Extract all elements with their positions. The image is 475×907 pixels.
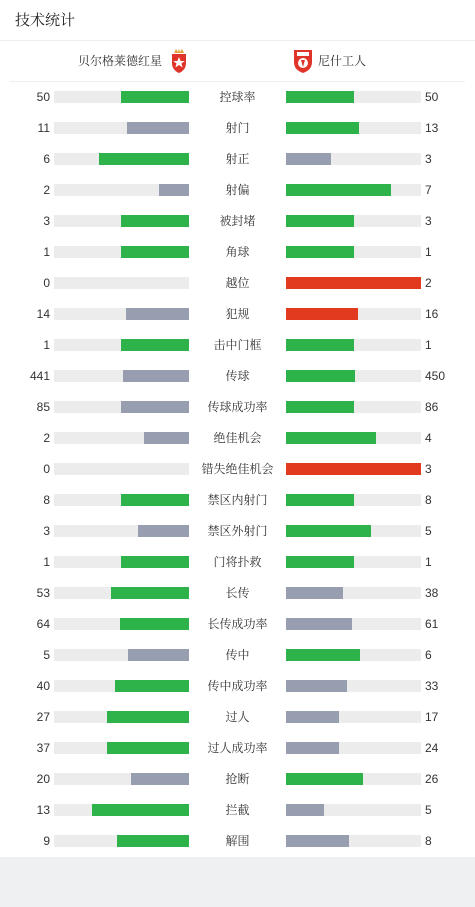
home-value: 1 (43, 555, 50, 569)
home-value: 85 (36, 400, 50, 414)
away-bar-track (286, 463, 421, 475)
home-value: 6 (43, 152, 50, 166)
stat-row (0, 485, 475, 516)
home-team-header (78, 47, 190, 75)
home-bar-track (54, 835, 189, 847)
home-bar-track (54, 618, 189, 630)
home-bar-fill (138, 525, 189, 537)
home-value: 9 (43, 834, 50, 848)
stat-label: 传球 (225, 369, 250, 383)
away-value: 16 (425, 307, 439, 321)
home-value: 13 (36, 803, 50, 817)
away-value: 33 (425, 679, 439, 693)
away-bar-fill (286, 215, 354, 227)
home-value: 441 (29, 369, 50, 383)
away-bar-fill (286, 153, 331, 165)
stat-label: 错失绝佳机会 (201, 462, 274, 476)
stat-label: 过人成功率 (207, 741, 268, 755)
away-bar-track (286, 339, 421, 351)
away-value: 5 (425, 524, 432, 538)
home-bar-fill (123, 370, 189, 382)
home-bar-track (54, 494, 189, 506)
stat-label: 传球成功率 (207, 400, 268, 414)
home-bar-track (54, 277, 189, 289)
away-bar-track (286, 773, 421, 785)
away-bar-fill (286, 525, 371, 537)
stat-label: 传中成功率 (207, 679, 268, 693)
home-bar-fill (120, 618, 189, 630)
home-bar-fill (127, 122, 189, 134)
stat-row (0, 175, 475, 206)
stat-label: 抢断 (225, 772, 250, 786)
panel-title: 技术统计 (15, 11, 76, 29)
away-value: 3 (425, 462, 432, 476)
home-bar-fill (121, 401, 189, 413)
away-team-header (292, 47, 366, 75)
away-bar-track (286, 556, 421, 568)
home-bar-fill (121, 215, 189, 227)
away-team-name: 尼什工人 (318, 54, 367, 68)
home-bar-track (54, 370, 189, 382)
away-value: 17 (425, 710, 439, 724)
home-bar-track (54, 308, 189, 320)
home-value: 3 (43, 214, 50, 228)
away-bar-fill (286, 432, 376, 444)
stat-row (0, 423, 475, 454)
home-bar-fill (121, 246, 189, 258)
away-bar-track (286, 370, 421, 382)
stat-row (0, 268, 475, 299)
home-bar-fill (128, 649, 189, 661)
away-bar-track (286, 804, 421, 816)
home-value: 3 (43, 524, 50, 538)
away-bar-track (286, 215, 421, 227)
stat-label: 角球 (225, 245, 250, 259)
home-bar-track (54, 91, 189, 103)
stat-label: 绝佳机会 (213, 431, 262, 445)
away-value: 38 (425, 586, 439, 600)
stat-row (0, 516, 475, 547)
away-bar-track (286, 618, 421, 630)
stat-row (0, 826, 475, 857)
away-value: 1 (425, 245, 432, 259)
stat-label: 解围 (225, 834, 250, 848)
away-value: 5 (425, 803, 432, 817)
stat-label: 禁区内射门 (207, 493, 268, 507)
away-value: 7 (425, 183, 432, 197)
away-bar-track (286, 122, 421, 134)
stat-row (0, 764, 475, 795)
home-bar-fill (107, 711, 189, 723)
away-value: 8 (425, 493, 432, 507)
stat-label: 禁区外射门 (207, 524, 268, 538)
away-value: 2 (425, 276, 432, 290)
stat-label: 拦截 (225, 803, 250, 817)
home-value: 8 (43, 493, 50, 507)
away-value: 24 (425, 741, 439, 755)
away-bar-track (286, 742, 421, 754)
home-value: 1 (43, 245, 50, 259)
home-bar-track (54, 122, 189, 134)
home-bar-fill (121, 91, 189, 103)
away-bar-fill (286, 773, 363, 785)
away-value: 26 (425, 772, 439, 786)
home-value: 64 (36, 617, 50, 631)
radnicki-crest-icon (292, 48, 314, 74)
red-star-crest-icon (168, 48, 190, 74)
home-bar-track (54, 153, 189, 165)
home-bar-track (54, 401, 189, 413)
stat-row (0, 609, 475, 640)
home-bar-fill (117, 835, 189, 847)
away-bar-fill (286, 370, 355, 382)
away-bar-fill (286, 277, 421, 289)
stat-row (0, 330, 475, 361)
stat-label: 被封堵 (219, 214, 256, 228)
home-bar-track (54, 804, 189, 816)
stat-row (0, 392, 475, 423)
away-bar-track (286, 587, 421, 599)
away-value: 4 (425, 431, 432, 445)
stat-label: 越位 (225, 276, 250, 290)
home-bar-track (54, 587, 189, 599)
away-bar-track (286, 401, 421, 413)
home-value: 2 (43, 183, 50, 197)
away-bar-fill (286, 339, 354, 351)
stat-row (0, 640, 475, 671)
home-value: 20 (36, 772, 50, 786)
home-bar-track (54, 680, 189, 692)
away-bar-fill (286, 835, 349, 847)
home-bar-fill (144, 432, 189, 444)
home-bar-track (54, 742, 189, 754)
stat-row (0, 237, 475, 268)
stat-row (0, 361, 475, 392)
stat-label: 射正 (225, 152, 250, 166)
away-bar-fill (286, 463, 421, 475)
home-bar-track (54, 773, 189, 785)
home-value: 50 (36, 90, 50, 104)
away-value: 61 (425, 617, 439, 631)
stat-label: 射偏 (225, 183, 250, 197)
home-bar-fill (115, 680, 189, 692)
home-bar-fill (99, 153, 189, 165)
away-bar-track (286, 680, 421, 692)
home-bar-fill (121, 339, 189, 351)
home-bar-fill (126, 308, 189, 320)
away-bar-fill (286, 742, 339, 754)
home-bar-track (54, 339, 189, 351)
away-bar-track (286, 308, 421, 320)
home-bar-track (54, 525, 189, 537)
away-bar-track (286, 649, 421, 661)
stat-label: 犯规 (225, 307, 250, 321)
away-bar-track (286, 432, 421, 444)
stat-row (0, 795, 475, 826)
stat-row (0, 671, 475, 702)
stat-row (0, 299, 475, 330)
away-value: 8 (425, 834, 432, 848)
away-bar-fill (286, 308, 358, 320)
away-bar-fill (286, 804, 324, 816)
stat-row (0, 82, 475, 113)
home-bar-fill (159, 184, 189, 196)
away-bar-fill (286, 91, 354, 103)
home-bar-fill (121, 494, 189, 506)
away-value: 1 (425, 555, 432, 569)
home-bar-track (54, 556, 189, 568)
stat-label: 长传 (225, 586, 250, 600)
away-bar-track (286, 277, 421, 289)
stat-label: 长传成功率 (207, 617, 268, 631)
away-bar-track (286, 835, 421, 847)
away-bar-track (286, 153, 421, 165)
home-bar-track (54, 711, 189, 723)
stat-row (0, 206, 475, 237)
home-bar-track (54, 463, 189, 475)
home-bar-track (54, 215, 189, 227)
away-bar-fill (286, 649, 360, 661)
home-bar-fill (131, 773, 189, 785)
away-value: 3 (425, 152, 432, 166)
away-bar-track (286, 525, 421, 537)
home-value: 5 (43, 648, 50, 662)
away-bar-fill (286, 246, 354, 258)
away-value: 50 (425, 90, 439, 104)
home-team-name: 贝尔格莱德红星 (78, 54, 163, 68)
away-bar-fill (286, 711, 339, 723)
away-value: 450 (425, 369, 446, 383)
stat-row (0, 144, 475, 175)
stat-label: 击中门框 (213, 338, 262, 352)
stat-label: 传中 (225, 648, 250, 662)
home-value: 1 (43, 338, 50, 352)
away-value: 6 (425, 648, 432, 662)
stat-row (0, 702, 475, 733)
home-bar-fill (107, 742, 189, 754)
stat-label: 门将扑救 (213, 555, 262, 569)
away-bar-fill (286, 184, 391, 196)
home-value: 37 (36, 741, 50, 755)
away-bar-track (286, 711, 421, 723)
away-value: 86 (425, 400, 439, 414)
home-bar-fill (111, 587, 189, 599)
stat-row (0, 733, 475, 764)
title-divider (0, 40, 475, 41)
stat-row (0, 547, 475, 578)
home-value: 53 (36, 586, 50, 600)
stat-row (0, 578, 475, 609)
home-value: 11 (37, 121, 50, 135)
away-bar-fill (286, 401, 354, 413)
home-value: 0 (43, 276, 50, 290)
away-bar-track (286, 246, 421, 258)
home-bar-track (54, 246, 189, 258)
home-bar-fill (92, 804, 189, 816)
home-value: 2 (43, 431, 50, 445)
home-bar-fill (121, 556, 189, 568)
home-bar-track (54, 432, 189, 444)
home-bar-track (54, 184, 189, 196)
home-value: 40 (36, 679, 50, 693)
home-bar-track (54, 649, 189, 661)
stat-label: 射门 (225, 121, 250, 135)
home-value: 0 (43, 462, 50, 476)
stat-label: 过人 (225, 710, 250, 724)
away-bar-fill (286, 680, 347, 692)
stat-row (0, 113, 475, 144)
away-bar-fill (286, 618, 352, 630)
away-bar-track (286, 184, 421, 196)
home-value: 14 (36, 307, 50, 321)
away-value: 3 (425, 214, 432, 228)
stat-label: 控球率 (219, 90, 256, 104)
home-value: 27 (36, 710, 50, 724)
away-bar-track (286, 494, 421, 506)
away-bar-fill (286, 122, 359, 134)
away-value: 13 (425, 121, 439, 135)
away-bar-fill (286, 556, 354, 568)
stat-row (0, 454, 475, 485)
away-bar-fill (286, 587, 343, 599)
away-bar-track (286, 91, 421, 103)
away-bar-fill (286, 494, 354, 506)
away-value: 1 (425, 338, 432, 352)
